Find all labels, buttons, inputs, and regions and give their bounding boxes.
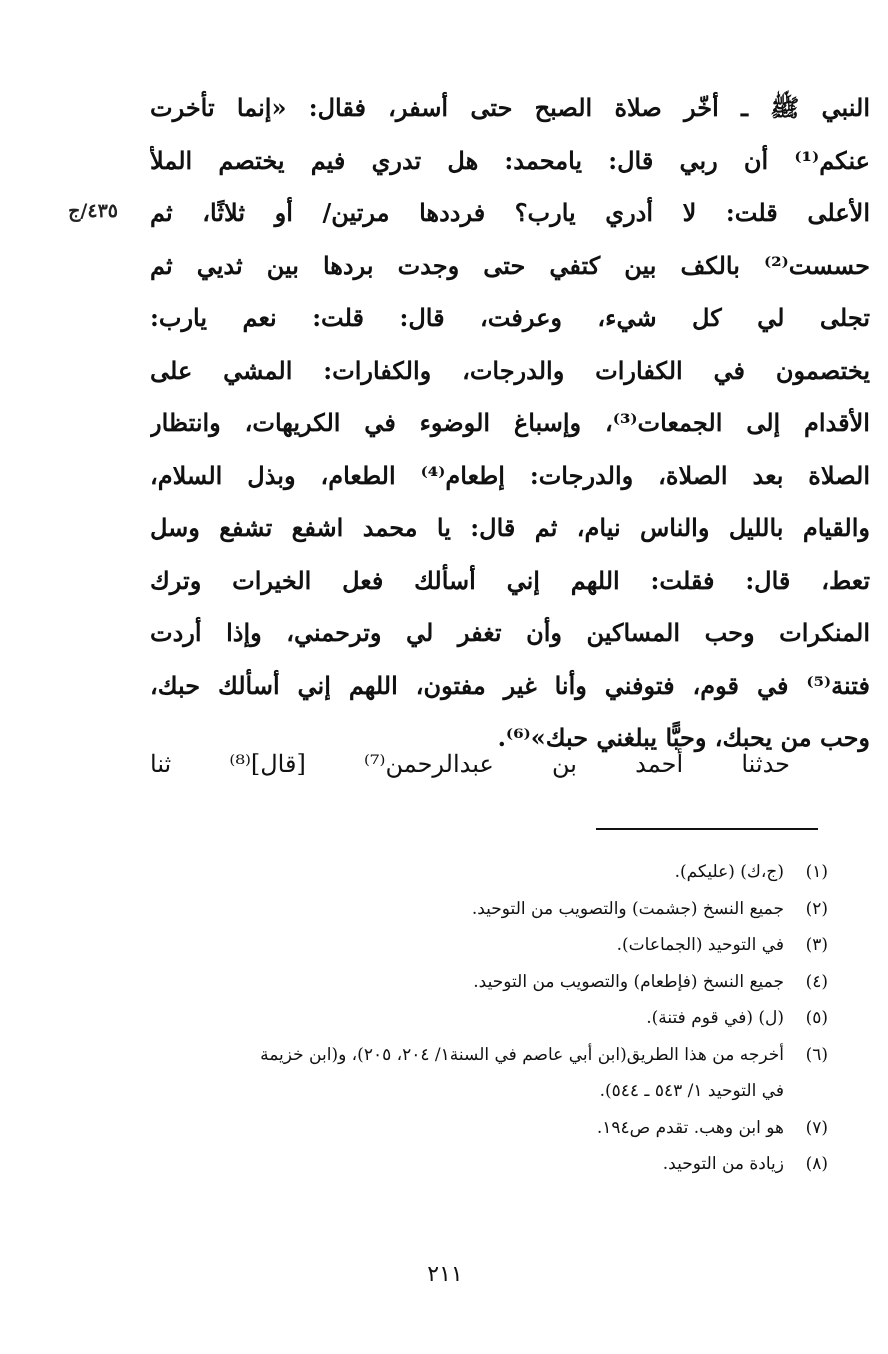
footnote: [150, 964, 828, 1001]
footnote-text: هو ابن وهب. تقدم ص١٩٤.: [596, 1117, 784, 1138]
text-line: الأقدام إلى الجمعات⁽³⁾، وإسباغ الوضوء في الكريهات، وانتظار: [150, 408, 870, 437]
footnote: [150, 927, 828, 964]
footnote-separator: [596, 828, 818, 830]
footnote-number: (٥): [805, 1008, 828, 1028]
footnote-number: (٧): [805, 1117, 828, 1138]
footnote-text: جميع النسخ (فإطعام) والتصويب من التوحيد.: [473, 971, 784, 992]
text-line: المنكرات وحب المساكين وأن تغفر لي وترحمني، وإذا أردت: [150, 618, 870, 647]
continuation-line: حدثنا أحمد بن عبدالرحمن⁽⁷⁾ [قال]⁽⁸⁾ ثنا: [150, 750, 791, 778]
footnote-text-line: أخرجه من هذا الطريق(ابن أبي عاصم في السنة١/ ٢٠٤، ٢٠٥)، و(ابن خزيمة: [260, 1044, 784, 1065]
footnotes: [150, 854, 828, 1183]
footnote: [150, 1037, 828, 1110]
footnote-text: في التوحيد (الجماعات).: [616, 935, 784, 955]
footnote-number: (٦): [805, 1044, 828, 1065]
text-line: فتنة⁽⁵⁾ في قوم، فتوفني وأنا غير مفتون، اللهم إني أسألك حبك،: [150, 670, 870, 700]
text-line: الأعلى قلت: لا أدري يارب؟ فرددها مرتين/ أو ثلاثًا، ثم: [150, 198, 870, 227]
text-line: تجلى لي كل شيء، وعرفت، قال: قلت: نعم يارب:: [150, 303, 870, 332]
main-text-body: [150, 82, 870, 765]
page-number: ٢١١: [427, 1262, 463, 1287]
text-line: والقيام بالليل والناس نيام، ثم قال: يا محمد اشفع تشفع وسل: [150, 513, 870, 542]
text-line: عنكم⁽¹⁾ أن ربي قال: يامحمد: هل تدري فيم يختصم الملأ: [150, 145, 870, 175]
footnote-text: (ل) (في قوم فتنة).: [646, 1008, 784, 1028]
footnote-number: (١): [805, 862, 828, 882]
footnote: [150, 854, 828, 891]
footnote: [150, 891, 828, 928]
footnote: [150, 1110, 828, 1147]
footnote-number: (٢): [805, 898, 828, 919]
text-line: النبي ﷺ ـ أخّر صلاة الصبح حتى أسفر، فقال: «إنما تأخرت: [150, 93, 870, 122]
text-line: الصلاة بعد الصلاة، والدرجات: إطعام⁽⁴⁾ الطعام، وبذل السلام،: [150, 460, 870, 490]
text-line: وحب من يحبك، وحبًّا يبلغني حبك»⁽⁶⁾.: [497, 723, 870, 752]
text-line: يختصمون في الكفارات والدرجات، والكفارات: المشي على: [150, 355, 870, 385]
footnote-number: (٤): [805, 971, 828, 992]
footnote: [150, 1000, 828, 1037]
footnote: [150, 1146, 828, 1183]
footnote-number: (٣): [805, 935, 828, 955]
footnote-text: (ج،ك) (عليكم).: [674, 862, 784, 882]
footnote-text: [150, 1037, 784, 1110]
footnote-text: زيادة من التوحيد.: [662, 1154, 784, 1174]
margin-reference: ٤٣٥/ج: [68, 200, 118, 222]
footnote-number: (٨): [805, 1154, 828, 1174]
text-line: حسست⁽²⁾ بالكف بين كتفي حتى وجدت بردها بين ثديي ثم: [150, 250, 870, 280]
footnote-text: جميع النسخ (جشمت) والتصويب من التوحيد.: [471, 898, 784, 919]
footnote-text-line: في التوحيد ١/ ٥٤٣ ـ ٥٤٤).: [599, 1081, 784, 1101]
text-line: تعط، قال: فقلت: اللهم إني أسألك فعل الخيرات وترك: [150, 565, 870, 595]
